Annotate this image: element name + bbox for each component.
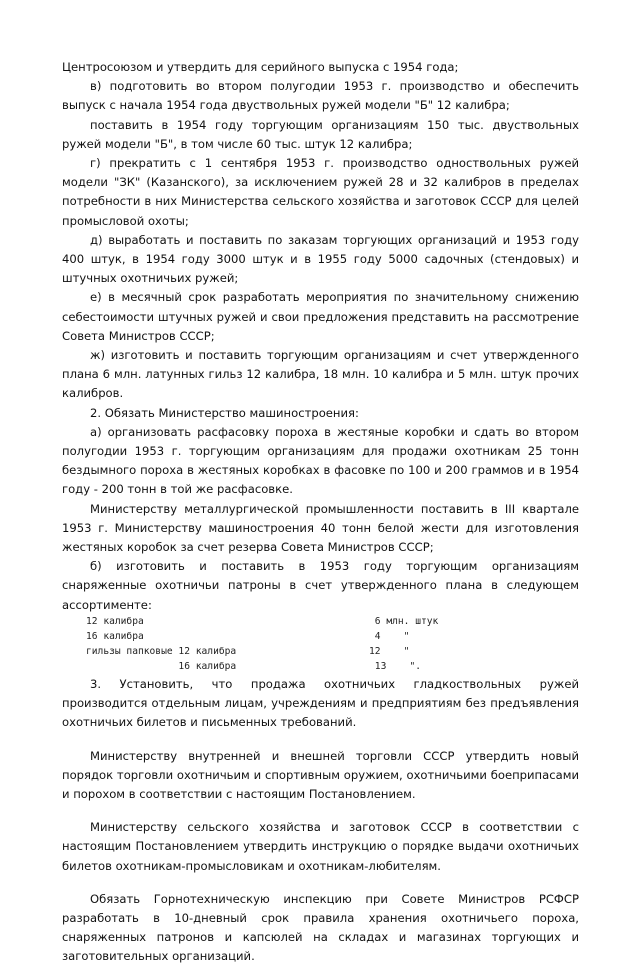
paragraph-continuation: Центросоюзом и утвердить для серийного выпуска с 1954 года; <box>62 60 459 74</box>
paragraph-v: в) подготовить во втором полугодии 1953 г. производство и обеспечить выпуск с начала 1954 года двуствольных ружей модели "Б" 12 калибра; <box>62 79 579 113</box>
paragraph-item-3: 3. Установить, что продажа охотничьих гладкоствольных ружей производится отдельным лицам, учреждениям и предприятиям без предъявления охотничьих билетов и письменных требований. <box>62 676 579 730</box>
paragraph-g: г) прекратить с 1 сентября 1953 г. производство одноствольных ружей модели "ЗК" (Казанского), за исключением ружей 28 и 32 калибров в пределах потребности в них Министерства сельского хозяйства и заготовок СССР для целей промысловой охоты; <box>62 156 579 228</box>
paragraph-supply-1954: поставить в 1954 году торгующим организациям 150 тыс. двуствольных ружей модели "Б", в том числе 60 тыс. штук 12 калибра; <box>62 117 579 151</box>
paragraph-zh: ж) изготовить и поставить торгующим организациям и счет утвержденного плана 6 млн. латунных гильз 12 калибра, 18 млн. 10 калибра и 5 млн. штук прочих калибров. <box>62 348 579 401</box>
assortment-list <box>62 615 579 673</box>
assortment-row: 16 калибра 13 ". <box>86 660 422 672</box>
paragraph-a: а) организовать расфасовку пороха в жестяные коробки и сдать во втором полугодии 1953 г. торгующим организациям для продажи охотникам 25 тонн бездымного пороха в жестяных коробках в фасовке по 100 и 200 граммов и в 1954 году - 200 тонн в той же расфасовке. <box>62 424 579 497</box>
paragraph-mining-inspection: Обязать Горнотехническую инспекцию при Совете Министров РСФСР разработать в 10-дневный срок правила хранения охотничьего пороха, снаряженных патронов и капсюлей на складах и магазинах торгующих и заготовительных организаций. <box>62 891 579 964</box>
paragraph-item-2: 2. Обязать Министерство машиностроения: <box>90 405 359 420</box>
assortment-row: гильзы папковые 12 калибра 12 " <box>86 645 410 657</box>
paragraph-agriculture-ministry: Министерству сельского хозяйства и заготовок СССР в соответствии с настоящим Постановлением утвердить инструкцию о порядке выдачи охотничьих билетов охотникам-промысловикам и охотникам-любителям. <box>62 820 579 873</box>
paragraph-metallurgy: Министерству металлургической промышленности поставить в III квартале 1953 г. Министерству машиностроения 40 тонн белой жести для изготовления жестяных коробок за счет резерва Совета Министров СССР; <box>62 501 579 555</box>
assortment-row: 16 калибра 4 " <box>86 630 410 642</box>
paragraph-d: д) выработать и поставить по заказам торгующих организаций и 1953 году 400 штук, в 1954 году 3000 штук и в 1955 году 5000 садочных (стендовых) и штучных охотничьих ружей; <box>62 232 579 286</box>
assortment-row: 12 калибра 6 млн. штук <box>86 615 439 627</box>
paragraph-e: е) в месячный срок разработать мероприятия по значительному снижению себестоимости штучных ружей и свои предложения представить на рассмотрение Совета Министров СССР; <box>62 290 579 343</box>
paragraph-b: б) изготовить и поставить в 1953 году торгующим организациям снаряженные охотничьи патроны в счет утвержденного плана в следующем ассортименте: <box>62 559 579 612</box>
paragraph-trade-ministry: Министерству внутренней и внешней торговли СССР утвердить новый порядок торговли охотничьим и спортивным оружием, охотничьими боеприпасами и порохом в соответствии с настоящим Постановлением. <box>62 748 579 801</box>
